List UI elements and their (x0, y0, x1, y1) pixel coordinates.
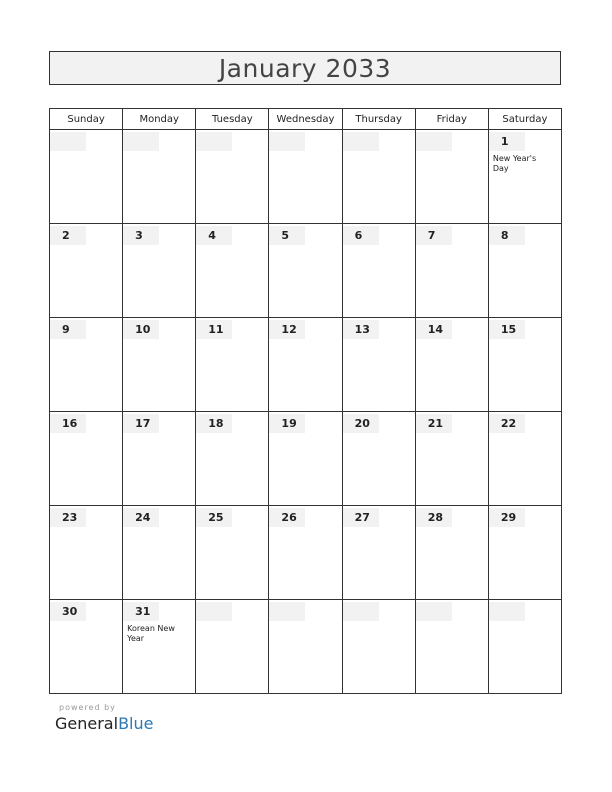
day-number: 11 (196, 320, 232, 339)
day-number: 12 (269, 320, 305, 339)
day-cell[interactable] (342, 600, 415, 694)
calendar-grid (49, 108, 562, 694)
day-cell[interactable] (488, 412, 561, 506)
day-cell[interactable] (196, 130, 269, 224)
week-row (50, 224, 562, 318)
day-number (123, 132, 159, 151)
day-cell[interactable] (269, 130, 342, 224)
day-cell[interactable] (50, 506, 123, 600)
day-cell[interactable] (196, 318, 269, 412)
day-number: 23 (50, 508, 86, 527)
day-cell[interactable] (196, 412, 269, 506)
holiday-label: Korean New Year (127, 624, 175, 643)
day-cell[interactable] (415, 600, 488, 694)
day-number (196, 132, 232, 151)
day-number: 15 (489, 320, 525, 339)
day-number: 24 (123, 508, 159, 527)
day-cell[interactable] (415, 318, 488, 412)
day-number: 20 (343, 414, 379, 433)
day-number: 21 (416, 414, 452, 433)
week-row (50, 318, 562, 412)
day-cell[interactable] (342, 224, 415, 318)
weekday-thursday: Thursday (342, 109, 415, 130)
weekday-wednesday: Wednesday (269, 109, 342, 130)
calendar-title: January 2033 (218, 53, 392, 83)
weekday-friday: Friday (415, 109, 488, 130)
day-number: 29 (489, 508, 525, 527)
day-number: 14 (416, 320, 452, 339)
brand-name-general: General (55, 714, 119, 733)
weekday-header-row (50, 109, 562, 130)
week-row (50, 506, 562, 600)
weekday-monday: Monday (123, 109, 196, 130)
day-cell[interactable] (50, 224, 123, 318)
day-cell[interactable] (415, 224, 488, 318)
weekday-sunday: Sunday (50, 109, 123, 130)
week-row (50, 130, 562, 224)
day-cell[interactable] (196, 224, 269, 318)
day-cell[interactable] (123, 224, 196, 318)
day-number: 8 (489, 226, 525, 245)
day-number: 4 (196, 226, 232, 245)
day-cell[interactable] (123, 130, 196, 224)
day-number: 2 (50, 226, 86, 245)
calendar-body (50, 130, 562, 694)
day-number (50, 132, 86, 151)
day-number: 6 (343, 226, 379, 245)
day-cell[interactable] (123, 600, 196, 694)
day-number (269, 132, 305, 151)
day-number (269, 602, 305, 621)
holiday-label: New Year's Day (492, 154, 537, 173)
day-number: 19 (269, 414, 305, 433)
day-cell[interactable] (50, 318, 123, 412)
day-number: 1 (489, 132, 525, 151)
day-cell[interactable] (50, 130, 123, 224)
day-number: 28 (416, 508, 452, 527)
day-number: 17 (123, 414, 159, 433)
day-number: 3 (123, 226, 159, 245)
day-cell[interactable] (196, 600, 269, 694)
day-number (489, 602, 525, 621)
day-number: 25 (196, 508, 232, 527)
weekday-saturday: Saturday (488, 109, 561, 130)
day-cell[interactable] (488, 130, 561, 224)
day-number (343, 132, 379, 151)
day-cell[interactable] (488, 600, 561, 694)
day-number: 26 (269, 508, 305, 527)
brand-logo[interactable] (55, 714, 153, 733)
week-row (50, 600, 562, 694)
powered-by-label: powered by (59, 703, 116, 712)
day-number: 30 (50, 602, 86, 621)
day-cell[interactable] (196, 506, 269, 600)
day-number: 13 (343, 320, 379, 339)
day-cell[interactable] (488, 224, 561, 318)
day-cell[interactable] (269, 600, 342, 694)
day-number: 5 (269, 226, 305, 245)
day-number: 18 (196, 414, 232, 433)
day-number: 7 (416, 226, 452, 245)
day-cell[interactable] (415, 506, 488, 600)
day-cell[interactable] (50, 412, 123, 506)
day-number: 9 (50, 320, 86, 339)
day-number: 31 (123, 602, 159, 621)
day-cell[interactable] (269, 224, 342, 318)
week-row (50, 412, 562, 506)
day-cell[interactable] (123, 412, 196, 506)
day-cell[interactable] (488, 506, 561, 600)
day-cell[interactable] (415, 130, 488, 224)
day-cell[interactable] (415, 412, 488, 506)
day-number (416, 132, 452, 151)
day-number: 27 (343, 508, 379, 527)
calendar-title-box (49, 51, 561, 85)
day-cell[interactable] (269, 412, 342, 506)
day-number (416, 602, 452, 621)
day-cell[interactable] (488, 318, 561, 412)
weekday-tuesday: Tuesday (196, 109, 269, 130)
day-cell[interactable] (269, 506, 342, 600)
day-number: 16 (50, 414, 86, 433)
day-number: 22 (489, 414, 525, 433)
day-cell[interactable] (269, 318, 342, 412)
day-cell[interactable] (342, 318, 415, 412)
day-cell[interactable] (342, 130, 415, 224)
day-number (196, 602, 232, 621)
day-number (343, 602, 379, 621)
day-cell[interactable] (123, 506, 196, 600)
day-cell[interactable] (342, 506, 415, 600)
day-cell[interactable] (50, 600, 123, 694)
day-cell[interactable] (123, 318, 196, 412)
brand-name-blue: Blue (118, 714, 154, 733)
day-cell[interactable] (342, 412, 415, 506)
day-number: 10 (123, 320, 159, 339)
